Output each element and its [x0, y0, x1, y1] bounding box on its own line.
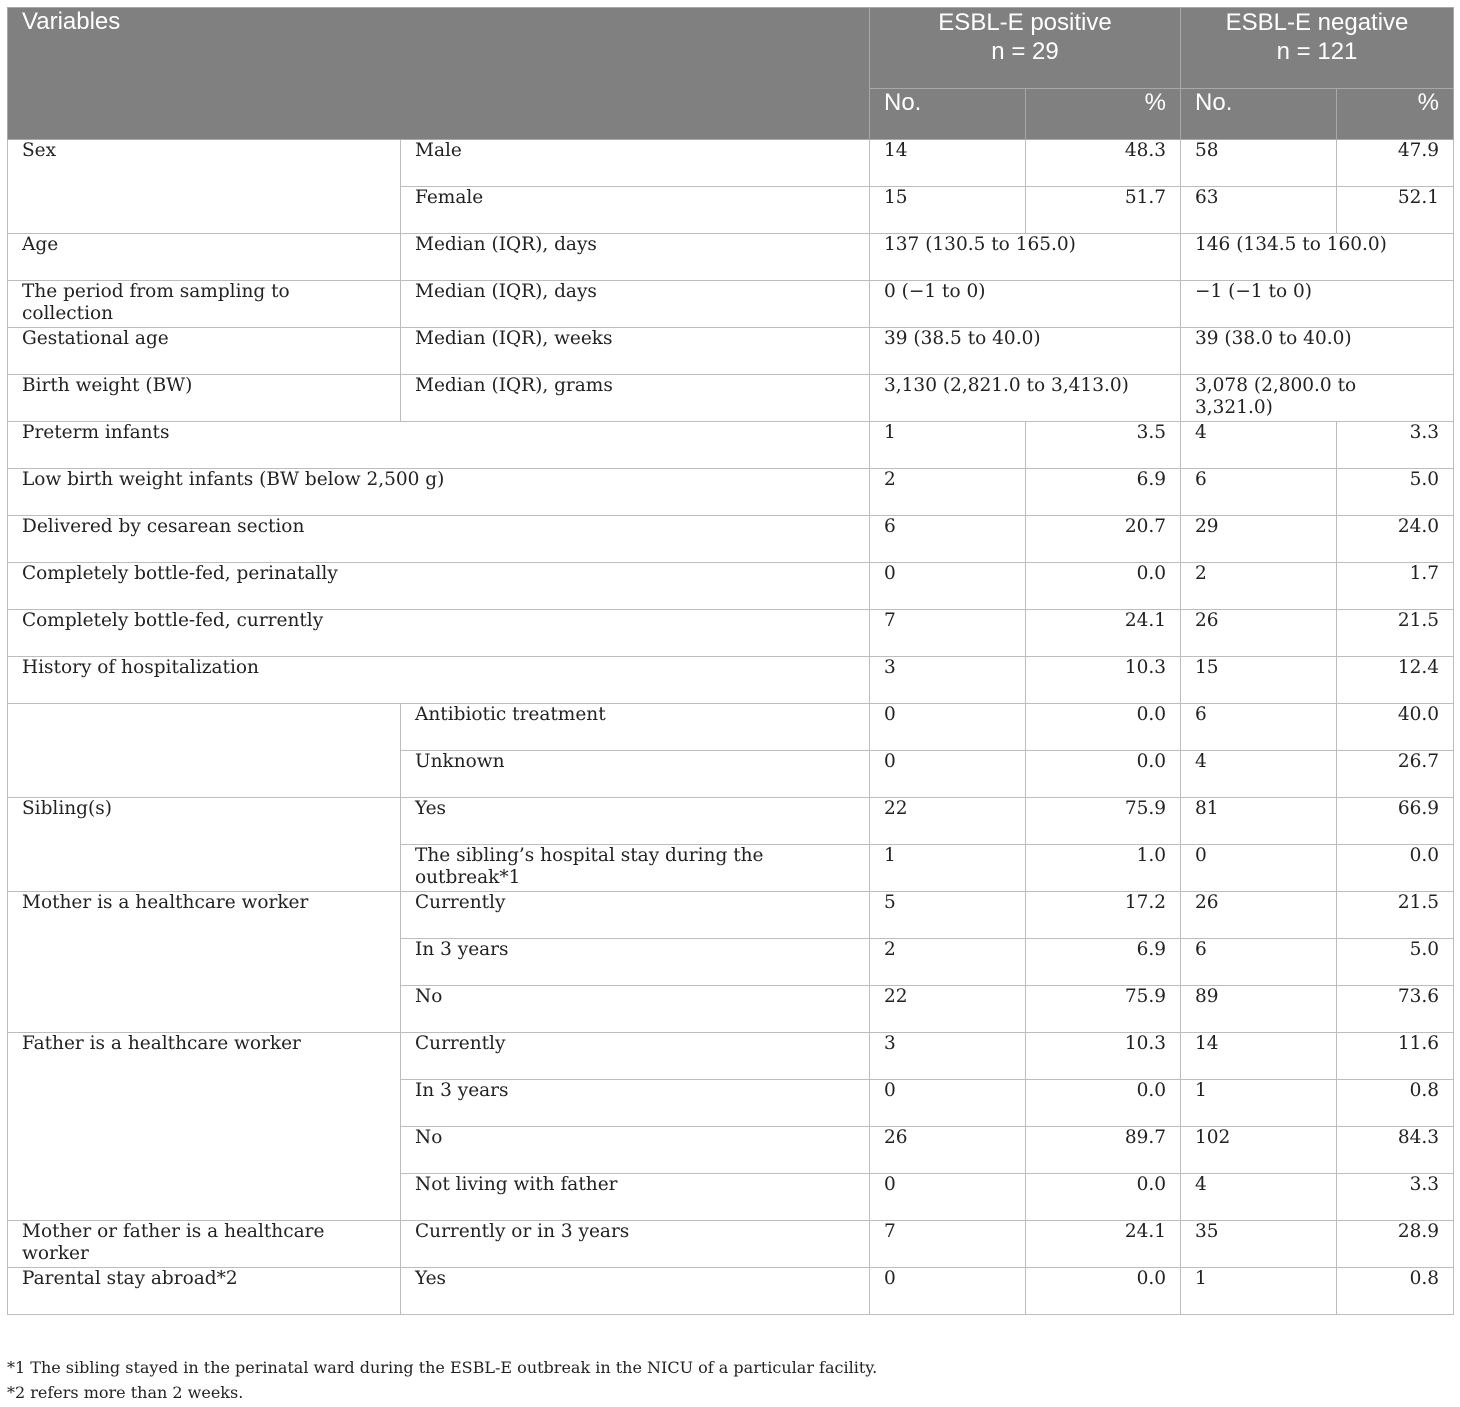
- variable-cell-empty: [8, 704, 401, 798]
- neg-pct-cell: 21.5: [1337, 892, 1454, 939]
- subvariable-cell: Median (IQR), days: [401, 234, 870, 281]
- subvariable-cell: Currently: [401, 1033, 870, 1080]
- table-row: [8, 704, 1454, 751]
- pos-pct-cell: 6.9: [1026, 939, 1181, 986]
- neg-no-cell: 81: [1181, 798, 1337, 845]
- pos-pct-cell: 0.0: [1026, 1080, 1181, 1127]
- pos-pct-cell: 51.7: [1026, 187, 1181, 234]
- table-row: [8, 798, 1454, 845]
- neg-median-cell: 39 (38.0 to 40.0): [1181, 328, 1454, 375]
- pos-no-cell: 14: [870, 140, 1026, 187]
- pos-median-cell: 39 (38.5 to 40.0): [870, 328, 1181, 375]
- neg-median-cell: 3,078 (2,800.0 to 3,321.0): [1181, 375, 1454, 422]
- pos-pct-cell: 0.0: [1026, 704, 1181, 751]
- header-esbl-positive: ESBL-E positive n = 29: [870, 8, 1181, 89]
- pos-pct-cell: 0.0: [1026, 1268, 1181, 1315]
- pos-pct-cell: 10.3: [1026, 1033, 1181, 1080]
- pos-no-cell: 2: [870, 469, 1026, 516]
- neg-pct-cell: 84.3: [1337, 1127, 1454, 1174]
- neg-pct-cell: 73.6: [1337, 986, 1454, 1033]
- neg-pct-cell: 5.0: [1337, 939, 1454, 986]
- table-row: [8, 1221, 1454, 1268]
- pos-no-cell: 22: [870, 986, 1026, 1033]
- table-row: [8, 1268, 1454, 1315]
- neg-no-cell: 26: [1181, 892, 1337, 939]
- table-row: [8, 281, 1454, 328]
- pos-no-cell: 1: [870, 845, 1026, 892]
- subvariable-cell: In 3 years: [401, 939, 870, 986]
- table-row: [8, 234, 1454, 281]
- header-pos-pct: %: [1026, 89, 1181, 140]
- pos-pct-cell: 48.3: [1026, 140, 1181, 187]
- variable-cell: Mother is a healthcare worker: [8, 892, 401, 1033]
- pos-no-cell: 3: [870, 1033, 1026, 1080]
- pos-median-cell: 0 (−1 to 0): [870, 281, 1181, 328]
- neg-no-cell: 6: [1181, 704, 1337, 751]
- subvariable-cell: Not living with father: [401, 1174, 870, 1221]
- pos-no-cell: 22: [870, 798, 1026, 845]
- neg-pct-cell: 3.3: [1337, 1174, 1454, 1221]
- variable-cell: Sex: [8, 140, 401, 234]
- pos-pct-cell: 0.0: [1026, 1174, 1181, 1221]
- pos-pct-cell: 3.5: [1026, 422, 1181, 469]
- subvariable-cell: Currently: [401, 892, 870, 939]
- variable-cell: Age: [8, 234, 401, 281]
- neg-pct-cell: 26.7: [1337, 751, 1454, 798]
- neg-no-cell: 14: [1181, 1033, 1337, 1080]
- footnote-1: *1 The sibling stayed in the perinatal ward during the ESBL-E outbreak in the NICU of a particular facility.: [7, 1358, 878, 1377]
- header-pos-no: No.: [870, 89, 1026, 140]
- neg-no-cell: 15: [1181, 657, 1337, 704]
- table-row: [8, 422, 1454, 469]
- variable-cell: Sibling(s): [8, 798, 401, 892]
- pos-pct-cell: 24.1: [1026, 610, 1181, 657]
- subvariable-cell: Female: [401, 187, 870, 234]
- pos-no-cell: 0: [870, 1268, 1026, 1315]
- table-row: [8, 375, 1454, 422]
- neg-pct-cell: 40.0: [1337, 704, 1454, 751]
- neg-pct-cell: 0.8: [1337, 1268, 1454, 1315]
- neg-pct-cell: 11.6: [1337, 1033, 1454, 1080]
- table-row: [8, 610, 1454, 657]
- neg-no-cell: 63: [1181, 187, 1337, 234]
- subvariable-cell: Median (IQR), grams: [401, 375, 870, 422]
- subvariable-cell: Yes: [401, 798, 870, 845]
- subvariable-cell: Median (IQR), days: [401, 281, 870, 328]
- pos-no-cell: 0: [870, 704, 1026, 751]
- pos-pct-cell: 17.2: [1026, 892, 1181, 939]
- variable-cell: Delivered by cesarean section: [8, 516, 870, 563]
- pos-pct-cell: 89.7: [1026, 1127, 1181, 1174]
- neg-no-cell: 0: [1181, 845, 1337, 892]
- pos-pct-cell: 0.0: [1026, 751, 1181, 798]
- subvariable-cell: In 3 years: [401, 1080, 870, 1127]
- subvariable-cell: Male: [401, 140, 870, 187]
- neg-pct-cell: 28.9: [1337, 1221, 1454, 1268]
- pos-no-cell: 0: [870, 751, 1026, 798]
- variable-cell: Gestational age: [8, 328, 401, 375]
- pos-no-cell: 3: [870, 657, 1026, 704]
- neg-pct-cell: 0.8: [1337, 1080, 1454, 1127]
- subvariable-cell: Antibiotic treatment: [401, 704, 870, 751]
- neg-no-cell: 58: [1181, 140, 1337, 187]
- pos-pct-cell: 20.7: [1026, 516, 1181, 563]
- neg-pct-cell: 66.9: [1337, 798, 1454, 845]
- characteristics-table: [7, 7, 1454, 1315]
- variable-cell: History of hospitalization: [8, 657, 870, 704]
- footnote-2: *2 refers more than 2 weeks.: [7, 1383, 244, 1402]
- pos-no-cell: 1: [870, 422, 1026, 469]
- table-row: [8, 469, 1454, 516]
- subvariable-cell: Median (IQR), weeks: [401, 328, 870, 375]
- neg-no-cell: 1: [1181, 1080, 1337, 1127]
- pos-pct-cell: 10.3: [1026, 657, 1181, 704]
- neg-pct-cell: 12.4: [1337, 657, 1454, 704]
- pos-no-cell: 0: [870, 563, 1026, 610]
- subvariable-cell: Unknown: [401, 751, 870, 798]
- header-neg-pct: %: [1337, 89, 1454, 140]
- table-row: [8, 140, 1454, 187]
- pos-pct-cell: 75.9: [1026, 986, 1181, 1033]
- pos-no-cell: 2: [870, 939, 1026, 986]
- pos-no-cell: 15: [870, 187, 1026, 234]
- variable-cell: Mother or father is a healthcare worker: [8, 1221, 401, 1268]
- pos-median-cell: 137 (130.5 to 165.0): [870, 234, 1181, 281]
- neg-pct-cell: 21.5: [1337, 610, 1454, 657]
- neg-no-cell: 29: [1181, 516, 1337, 563]
- neg-pct-cell: 1.7: [1337, 563, 1454, 610]
- variable-cell: Completely bottle-fed, currently: [8, 610, 870, 657]
- variable-cell: Father is a healthcare worker: [8, 1033, 401, 1221]
- variable-cell: Completely bottle-fed, perinatally: [8, 563, 870, 610]
- pos-pct-cell: 0.0: [1026, 563, 1181, 610]
- variable-cell: The period from sampling to collection: [8, 281, 401, 328]
- neg-pct-cell: 24.0: [1337, 516, 1454, 563]
- table-row: [8, 328, 1454, 375]
- pos-no-cell: 26: [870, 1127, 1026, 1174]
- pos-pct-cell: 1.0: [1026, 845, 1181, 892]
- header-neg-no: No.: [1181, 89, 1337, 140]
- pos-pct-cell: 75.9: [1026, 798, 1181, 845]
- neg-no-cell: 4: [1181, 1174, 1337, 1221]
- neg-no-cell: 1: [1181, 1268, 1337, 1315]
- neg-pct-cell: 3.3: [1337, 422, 1454, 469]
- header-esbl-negative: ESBL-E negative n = 121: [1181, 8, 1454, 89]
- pos-no-cell: 7: [870, 610, 1026, 657]
- neg-no-cell: 6: [1181, 469, 1337, 516]
- subvariable-cell: No: [401, 986, 870, 1033]
- neg-no-cell: 4: [1181, 751, 1337, 798]
- neg-no-cell: 35: [1181, 1221, 1337, 1268]
- table-row: [8, 657, 1454, 704]
- neg-no-cell: 26: [1181, 610, 1337, 657]
- neg-pct-cell: 52.1: [1337, 187, 1454, 234]
- pos-no-cell: 0: [870, 1174, 1026, 1221]
- subvariable-cell: The sibling’s hospital stay during the outbreak*1: [401, 845, 870, 892]
- pos-no-cell: 6: [870, 516, 1026, 563]
- subvariable-cell: Currently or in 3 years: [401, 1221, 870, 1268]
- pos-pct-cell: 24.1: [1026, 1221, 1181, 1268]
- variable-cell: Preterm infants: [8, 422, 870, 469]
- pos-pct-cell: 6.9: [1026, 469, 1181, 516]
- neg-pct-cell: 47.9: [1337, 140, 1454, 187]
- variable-cell: Parental stay abroad*2: [8, 1268, 401, 1315]
- pos-no-cell: 0: [870, 1080, 1026, 1127]
- header-variables: Variables: [8, 8, 870, 140]
- neg-no-cell: 89: [1181, 986, 1337, 1033]
- table-row: [8, 516, 1454, 563]
- subvariable-cell: Yes: [401, 1268, 870, 1315]
- table-row: [8, 1033, 1454, 1080]
- variable-cell: Low birth weight infants (BW below 2,500 g): [8, 469, 870, 516]
- neg-pct-cell: 5.0: [1337, 469, 1454, 516]
- table-row: [8, 563, 1454, 610]
- table-row: [8, 892, 1454, 939]
- neg-no-cell: 4: [1181, 422, 1337, 469]
- pos-median-cell: 3,130 (2,821.0 to 3,413.0): [870, 375, 1181, 422]
- neg-median-cell: −1 (−1 to 0): [1181, 281, 1454, 328]
- neg-pct-cell: 0.0: [1337, 845, 1454, 892]
- neg-median-cell: 146 (134.5 to 160.0): [1181, 234, 1454, 281]
- neg-no-cell: 102: [1181, 1127, 1337, 1174]
- variable-cell: Birth weight (BW): [8, 375, 401, 422]
- subvariable-cell: No: [401, 1127, 870, 1174]
- neg-no-cell: 2: [1181, 563, 1337, 610]
- neg-no-cell: 6: [1181, 939, 1337, 986]
- pos-no-cell: 5: [870, 892, 1026, 939]
- pos-no-cell: 7: [870, 1221, 1026, 1268]
